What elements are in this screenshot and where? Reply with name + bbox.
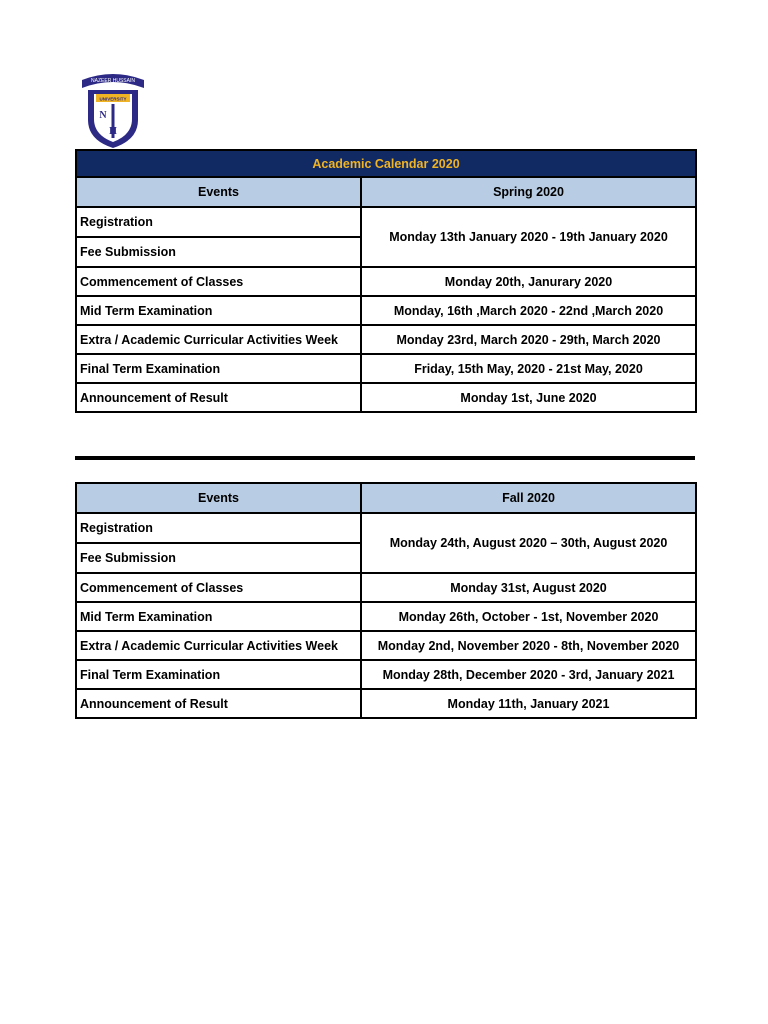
table-row xyxy=(76,207,696,237)
date-cell: Monday 24th, August 2020 – 30th, August 2020 xyxy=(361,513,696,573)
date-cell: Monday 20th, Janurary 2020 xyxy=(361,267,696,296)
date-cell: Monday 2nd, November 2020 - 8th, November 2020 xyxy=(361,631,696,660)
logo-sub-text: UNIVERSITY xyxy=(99,96,127,102)
table-row xyxy=(76,602,696,631)
date-cell: Monday 31st, August 2020 xyxy=(361,573,696,602)
event-cell: Commencement of Classes xyxy=(76,573,361,602)
event-cell: Fee Submission xyxy=(76,543,361,573)
event-cell: Announcement of Result xyxy=(76,383,361,412)
date-cell: Monday 26th, October - 1st, November 2020 xyxy=(361,602,696,631)
date-cell: Monday 13th January 2020 - 19th January 2020 xyxy=(361,207,696,267)
table-row xyxy=(76,513,696,543)
events-header: Events xyxy=(76,177,361,207)
svg-text:N: N xyxy=(99,110,107,121)
event-cell: Announcement of Result xyxy=(76,689,361,718)
term-header: Fall 2020 xyxy=(361,483,696,513)
term-header: Spring 2020 xyxy=(361,177,696,207)
spring-calendar-table xyxy=(75,149,697,413)
event-cell: Registration xyxy=(76,513,361,543)
event-cell: Final Term Examination xyxy=(76,354,361,383)
table-row xyxy=(76,689,696,718)
event-cell: Extra / Academic Curricular Activities Week xyxy=(76,325,361,354)
table-row xyxy=(76,383,696,412)
date-cell: Monday 28th, December 2020 - 3rd, January 2021 xyxy=(361,660,696,689)
date-cell: Monday, 16th ,March 2020 - 22nd ,March 2020 xyxy=(361,296,696,325)
table-row xyxy=(76,267,696,296)
table-row xyxy=(76,660,696,689)
table-row xyxy=(76,296,696,325)
event-cell: Commencement of Classes xyxy=(76,267,361,296)
date-cell: Monday 11th, January 2021 xyxy=(361,689,696,718)
table-row xyxy=(76,631,696,660)
section-divider xyxy=(75,456,695,460)
events-header: Events xyxy=(76,483,361,513)
event-cell: Fee Submission xyxy=(76,237,361,267)
event-cell: Final Term Examination xyxy=(76,660,361,689)
svg-text:H: H xyxy=(109,126,117,137)
event-cell: Extra / Academic Curricular Activities Week xyxy=(76,631,361,660)
date-cell: Monday 1st, June 2020 xyxy=(361,383,696,412)
event-cell: Mid Term Examination xyxy=(76,296,361,325)
date-cell: Monday 23rd, March 2020 - 29th, March 2020 xyxy=(361,325,696,354)
table-row xyxy=(76,325,696,354)
event-cell: Mid Term Examination xyxy=(76,602,361,631)
event-cell: Registration xyxy=(76,207,361,237)
calendar-title: Academic Calendar 2020 xyxy=(76,150,696,177)
fall-calendar-table xyxy=(75,482,697,719)
date-cell: Friday, 15th May, 2020 - 21st May, 2020 xyxy=(361,354,696,383)
logo-name-text: NAZEER HUSSAIN xyxy=(91,78,135,84)
university-logo xyxy=(78,70,148,150)
table-row xyxy=(76,573,696,602)
table-row xyxy=(76,354,696,383)
